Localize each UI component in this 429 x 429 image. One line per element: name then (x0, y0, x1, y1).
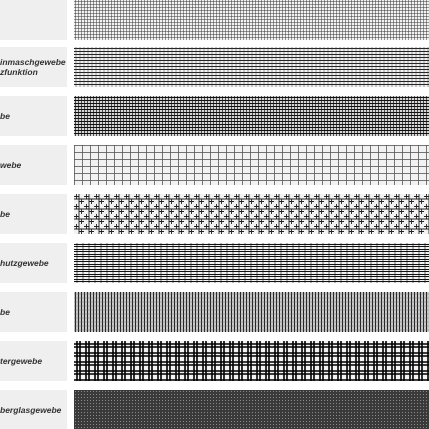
fabric-label-row-2 (0, 47, 67, 87)
fabric-label-line-1: webe (0, 160, 22, 170)
fabric-label-row-9 (0, 390, 67, 429)
fabric-label-line-1: be (0, 209, 10, 219)
fabric-label-line-1: inmaschgewebe (0, 57, 66, 67)
fabric-label-line-1: be (0, 111, 10, 121)
fabric-swatch-row-9 (74, 390, 429, 429)
fabric-swatch-row-2 (74, 47, 429, 87)
fabric-swatch-row-3 (74, 96, 429, 136)
fabric-label-row-6 (0, 243, 67, 283)
fabric-label-line-1: berglasgewebe (0, 404, 62, 415)
fabric-label-line-2: zfunktion (0, 67, 38, 77)
fabric-label-row-4 (0, 145, 67, 185)
fabric-label-row-5 (0, 194, 67, 234)
fabric-label-line-1: tergewebe (0, 356, 43, 366)
fabric-label-row-7 (0, 292, 67, 332)
fabric-label-row-1 (0, 0, 67, 40)
fabric-swatch-row-6 (74, 243, 429, 283)
fabric-label-row-8 (0, 341, 67, 381)
fabric-swatch-row-8 (74, 341, 429, 381)
fabric-swatch-row-5 (74, 194, 429, 234)
fabric-swatch-row-4 (74, 145, 429, 185)
fabric-label-line-1: be (0, 307, 10, 317)
fabric-label-row-3 (0, 96, 67, 136)
fabric-swatch-row-1 (74, 0, 429, 40)
fabric-label-line-1: hutzgewebe (0, 258, 49, 268)
fabric-swatch-row-7 (74, 292, 429, 332)
